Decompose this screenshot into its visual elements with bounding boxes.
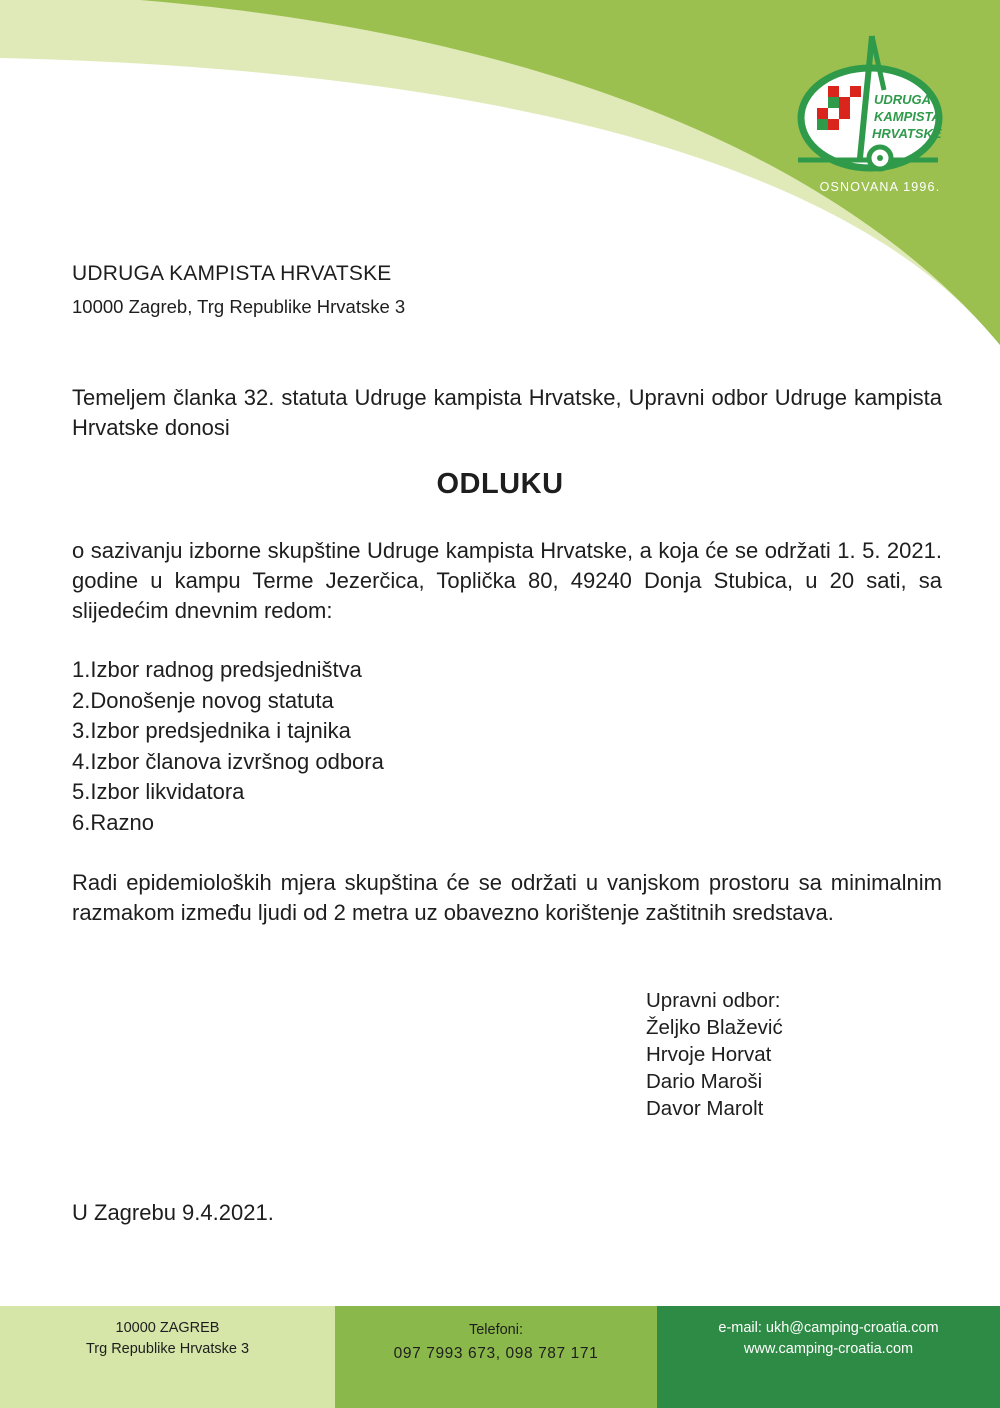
subject-paragraph: o sazivanju izborne skupštine Udruge kampista Hrvatske, a koja će se održati 1. 5. 2021. godine u kampu Terme Jezerčica, Toplička 80, 49240 Donja Stubica, u 20 sati, sa slijedećim dnevnim redom: — [72, 538, 942, 623]
signatory-name: Davor Marolt — [646, 1097, 764, 1120]
footer-phones — [335, 1306, 657, 1408]
agenda-list — [72, 655, 384, 838]
epidemiological-note: Radi epidemioloških mjera skupština će se održati u vanjskom prostoru sa minimalnim razmakom između ljudi od 2 metra uz obavezno korištenje zaštitnih sredstava. — [72, 870, 942, 925]
agenda-item: 3.Izbor predsjednika i tajnika — [72, 718, 351, 743]
footer — [0, 1306, 1000, 1408]
signatory-name: Željko Blažević — [646, 1016, 783, 1039]
signatory-name: Dario Maroši — [646, 1070, 763, 1093]
agenda-item: 6.Razno — [72, 809, 154, 835]
agenda-item: 5.Izbor likvidatora — [72, 779, 245, 804]
document-title: ODLUKU — [436, 468, 564, 500]
footer-phones-label: Telefoni: — [468, 1322, 523, 1338]
footer-phone-numbers: 097 7993 673, 098 787 171 — [393, 1345, 599, 1362]
footer-contact — [657, 1306, 1000, 1408]
intro-paragraph: Temeljem članka 32. statuta Udruge kampista Hrvatske, Upravni odbor Udruge kampista Hrvatske donosi — [72, 385, 942, 440]
signatories-block — [646, 987, 783, 1122]
signatory-name: Hrvoje Horvat — [646, 1043, 772, 1066]
signatories-heading: Upravni odbor: — [646, 989, 781, 1012]
agenda-item: 2.Donošenje novog statuta — [72, 687, 334, 713]
footer-website-link[interactable]: www.camping-croatia.com — [743, 1341, 914, 1357]
agenda-item: 1.Izbor radnog predsjedništva — [72, 657, 362, 682]
logo-text-line-1: UDRUGA — [874, 92, 932, 107]
agenda-item: 4.Izbor članova izvršnog odbora — [72, 748, 384, 774]
logo-text-line-2: KAMPISTA — [874, 109, 941, 124]
footer-address-street: Trg Republike Hrvatske 3 — [85, 1341, 250, 1357]
place-and-date: U Zagrebu 9.4.2021. — [72, 1200, 274, 1225]
sender-address: 10000 Zagreb, Trg Republike Hrvatske 3 — [72, 296, 406, 317]
logo-founded-year: OSNOVANA 1996. — [819, 180, 941, 194]
footer-email-link[interactable]: e-mail: ukh@camping-croatia.com — [718, 1320, 939, 1336]
sender-name: UDRUGA KAMPISTA HRVATSKE — [72, 262, 392, 285]
footer-address — [0, 1306, 335, 1408]
footer-address-city: 10000 ZAGREB — [115, 1320, 220, 1336]
logo-text-line-3: HRVATSKE — [872, 126, 942, 141]
